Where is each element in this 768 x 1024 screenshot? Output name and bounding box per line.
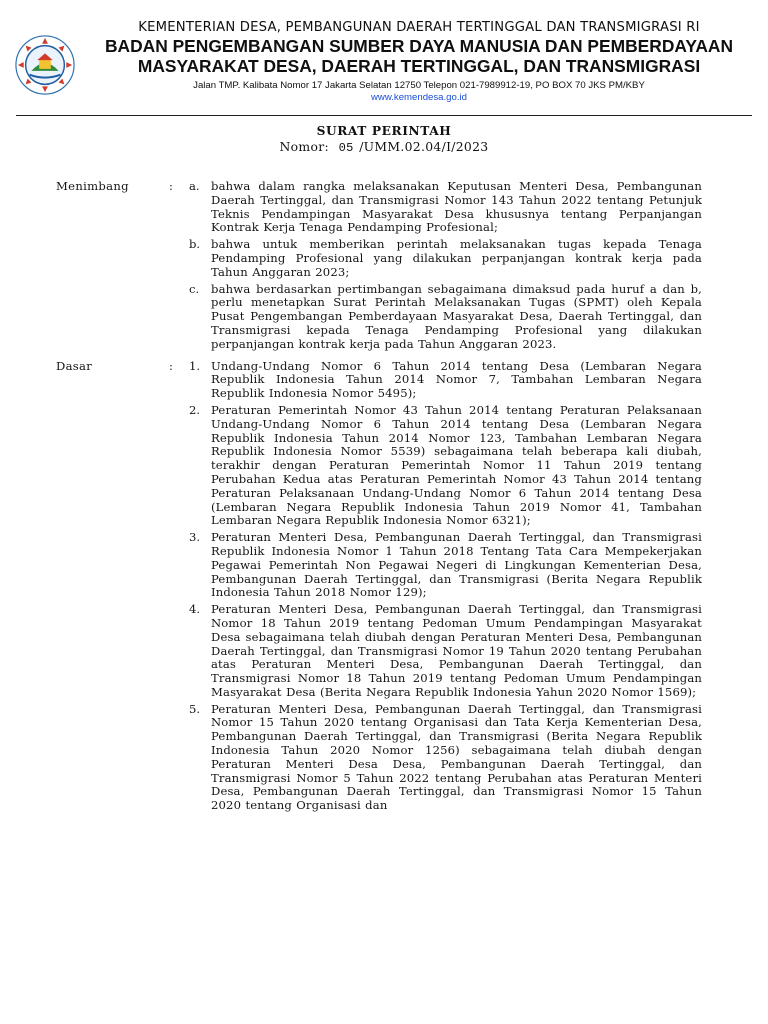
section-label: Dasar xyxy=(56,358,93,373)
list-item xyxy=(189,531,702,600)
item-marker: 2. xyxy=(189,402,201,417)
list-item xyxy=(189,404,702,528)
section-colon: : xyxy=(169,179,173,193)
item-marker: 4. xyxy=(189,602,201,617)
document-body xyxy=(56,180,702,821)
section-dasar xyxy=(56,360,702,814)
section-label: Menimbang xyxy=(56,179,129,193)
document-number-fill: 05 xyxy=(338,141,354,155)
agency-address: Jalan TMP. Kalibata Nomor 17 Jakarta Selatan 12750 Telepon 021-7989912-19, PO BOX 70 JKS PM/KBY xyxy=(193,80,645,91)
list-item xyxy=(189,360,702,401)
item-text: bahwa berdasarkan pertimbangan sebagaimana dimaksud pada huruf a dan b, perlu menetapkan Surat Perintah Melaksanakan Tugas (SPMT) oleh Kepala Pusat Pengembangan Pemberdayaan Masyarakat Desa, Daerah Tertinggal, dan Transmigrasi kepada Tenaga Pendamping Profesional yang dilakukan perpanjangan kontrak kerja pada Tahun Anggaran 2023. xyxy=(211,281,702,351)
item-text: Peraturan Menteri Desa, Pembangunan Daerah Tertinggal, dan Transmigrasi Nomor 18 Tahun 2019 tentang Pedoman Umum Pendampingan Masyarakat Desa sebagaimana telah diubah dengan Peraturan Menteri Desa, Pembangunan Daerah Tertinggal, dan Transmigrasi Nomor 19 Tahun 2020 tentang Perubahan atas Peraturan Menteri Desa, Pembangunan Daerah Tertinggal, dan Transmigrasi Nomor 18 Tahun 2019 tentang Pedoman Umum Pendampingan Masyarakat Desa (Berita Negara Republik Indonesia Yahun 2020 Nomor 1569); xyxy=(211,602,702,699)
item-marker: 3. xyxy=(189,530,201,545)
item-marker: c. xyxy=(189,281,200,296)
section-colon: : xyxy=(169,358,173,373)
agency-name-line2: MASYARAKAT DESA, DAERAH TERTINGGAL, DAN TRANSMIGRASI xyxy=(137,56,701,76)
list-item xyxy=(189,180,702,235)
item-text: bahwa untuk memberikan perintah melaksanakan tugas kepada Tenaga Pendamping Profesional yang dilakukan perpanjangan kontrak kerja pada Tahun Anggaran 2023; xyxy=(211,237,702,279)
letterhead xyxy=(84,20,754,103)
document-number-prefix: Nomor: xyxy=(279,139,329,154)
item-marker: b. xyxy=(189,237,201,252)
item-marker: a. xyxy=(189,179,200,193)
document-number-suffix: /UMM.02.04/I/2023 xyxy=(359,139,489,154)
item-text: Peraturan Pemerintah Nomor 43 Tahun 2014 tentang Peraturan Pelaksanaan Undang-Undang Nomor 6 Tahun 2014 tentang Desa (Lembaran Negara Republik Indonesia Tahun 2014 Nomor 123, Tambahan Lembaran Negara Republik Indonesia Nomor 5539) sebagaimana telah beberapa kali diubah, terakhir dengan Peraturan Pemerintah Nomor 11 Tahun 2019 tentang Perubahan Kedua atas Peraturan Pemerintah Nomor 43 Tahun 2014 tentang Peraturan Pelaksanaan Undang-Undang Nomor 6 Tahun 2014 tentang Desa (Lembaran Negara Republik Indonesia Tahun 2019 Nomor 41, Tambahan Lembaran Negara Republik Indonesia Nomor 6321); xyxy=(211,402,702,528)
document-heading xyxy=(0,124,768,156)
item-marker: 1. xyxy=(189,358,201,373)
item-text: bahwa dalam rangka melaksanakan Keputusan Menteri Desa, Pembangunan Daerah Tertinggal, dan Transmigrasi Nomor 143 Tahun 2022 tentang Petunjuk Teknis Pendampingan Masyarakat Desa khususnya tentang Perpanjangan Kontrak Kerja Tenaga Pendamping Profesional; xyxy=(211,179,702,235)
agency-name-line1: BADAN PENGEMBANGAN SUMBER DAYA MANUSIA DAN PEMBERDAYAAN xyxy=(104,36,734,56)
kemendesa-logo-icon xyxy=(14,34,76,96)
item-text: Undang-Undang Nomor 6 Tahun 2014 tentang Desa (Lembaran Negara Republik Indonesia Tahun 2014 Nomor 7, Tambahan Lembaran Negara Republik Indonesia Nomor 5495); xyxy=(211,358,702,401)
item-text: Peraturan Menteri Desa, Pembangunan Daerah Tertinggal, dan Transmigrasi Republik Indonesia Nomor 1 Tahun 2018 Tentang Tata Cara Mempekerjakan Pegawai Pemerintah Non Pegawai Negeri di Lingkungan Kementerian Desa, Pembangunan Daerah Tertinggal, dan Transmigrasi (Berita Negara Republik Indonesia Tahun 2018 Nomor 129); xyxy=(211,530,702,600)
ministry-name: KEMENTERIAN DESA, PEMBANGUNAN DAERAH TERTINGGAL DAN TRANSMIGRASI RI xyxy=(138,20,700,35)
list-item xyxy=(189,603,702,700)
document-number xyxy=(0,139,768,156)
document-title: SURAT PERINTAH xyxy=(316,124,452,138)
section-menimbang xyxy=(56,180,702,352)
letterhead-divider xyxy=(16,115,752,116)
item-text: Peraturan Menteri Desa, Pembangunan Daerah Tertinggal, dan Transmigrasi Nomor 15 Tahun 2020 tentang Organisasi dan Tata Kerja Kementerian Desa, Pembangunan Daerah Tertinggal, dan Transmigrasi (Berita Negara Republik Indonesia Tahun 2020 Nomor 1256) sebagaimana telah diubah dengan Peraturan Menteri Desa Desa, Pembangunan Daerah Tertinggal, dan Transmigrasi Nomor 5 Tahun 2022 tentang Perubahan atas Peraturan Menteri Desa, Pembangunan Daerah Tertinggal, dan Transmigrasi Nomor 15 Tahun 2020 tentang Organisasi dan xyxy=(211,701,702,813)
list-item xyxy=(189,238,702,279)
agency-website-link[interactable]: www.kemendesa.go.id xyxy=(371,92,467,103)
list-item xyxy=(189,703,702,813)
item-marker: 5. xyxy=(189,701,201,716)
list-item xyxy=(189,283,702,352)
